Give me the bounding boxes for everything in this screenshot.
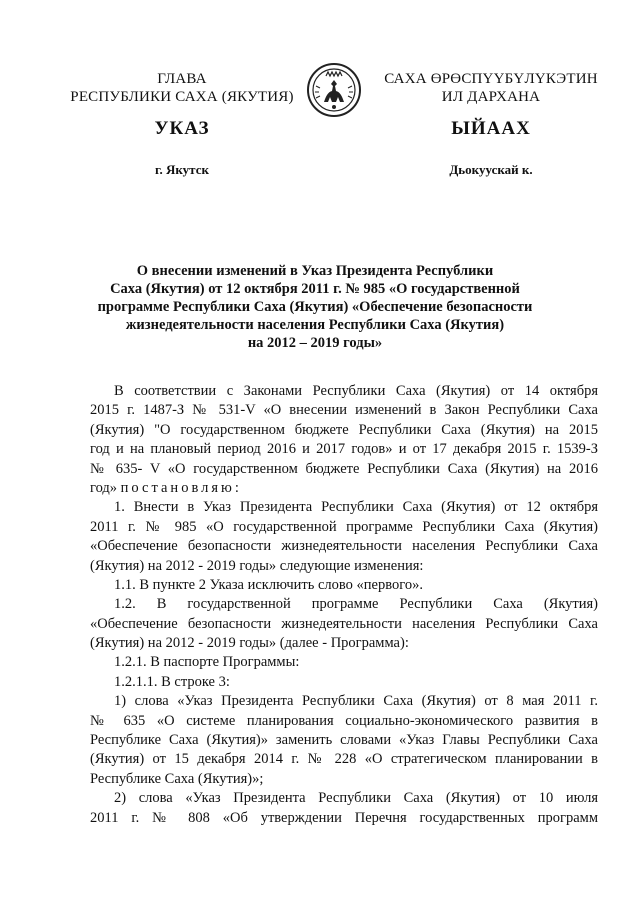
body-line: 2011 г. № 808 «Об утверждении Перечня государственных программ: [90, 809, 598, 826]
title-line: программе Республики Саха (Якутия) «Обеспечение безопасности: [97, 299, 533, 315]
body-line: 2015 г. 1487-З № 531-V «О внесении изменений в Закон Республики Саха: [90, 402, 598, 419]
body-line: Республике Саха (Якутия)» заменить словами «Указ Главы Республики Саха: [90, 732, 598, 749]
city-ru: г. Якутск: [155, 162, 209, 177]
body-line: 1.2.1. В паспорте Программы:: [114, 654, 300, 671]
body-line: (Якутия) на 2012 - 2019 годы» (далее - Программа):: [90, 635, 409, 652]
header-left: [62, 70, 302, 106]
body-line: год и на плановый период 2016 и 2017 годов» и от 17 декабря 2015 г. 1539-З: [90, 441, 598, 458]
title-line: на 2012 – 2019 годы»: [247, 335, 383, 351]
header-left-line2: РЕСПУБЛИКИ САХА (ЯКУТИЯ): [70, 89, 294, 105]
body-line: № 635- V «О государственном бюджете Республики Саха (Якутия) на 2016: [90, 460, 598, 477]
decree-title-ru: УКАЗ: [154, 118, 210, 139]
body-line: 2) слова «Указ Президента Республики Саха (Якутия) от 10 июля: [114, 790, 598, 807]
body-line: 1. Внести в Указ Президента Республики Саха (Якутия) от 12 октября: [114, 499, 598, 516]
header-right-line2: ИЛ ДАРХАНА: [441, 89, 541, 105]
coat-of-arms-icon: [306, 62, 362, 118]
body-line: № 635 «О системе планирования социально-экономического развития в: [90, 712, 598, 729]
postanovlyayu-text: постановляю:: [120, 479, 242, 496]
body-line: [90, 479, 598, 498]
title-line: жизнедеятельности населения Республики Саха (Якутия): [125, 317, 505, 333]
document-title: [90, 262, 540, 352]
body-line: 1.2. В государственной программе Республики Саха (Якутия): [114, 596, 598, 613]
document-body: [90, 382, 598, 828]
header-left-line1: ГЛАВА: [157, 71, 207, 87]
header-right-line1: САХА ӨРӨСПҮҮБҮЛҮКЭТИН: [384, 71, 598, 87]
title-line: Саха (Якутия) от 12 октября 2011 г. № 985 «О государственной: [110, 281, 520, 297]
body-line: 1.2.1.1. В строке 3:: [114, 673, 230, 690]
body-line-text: год»: [90, 479, 118, 496]
body-line: «Обеспечение безопасности жизнедеятельности населения Республики Саха: [90, 538, 598, 555]
body-line: 1.1. В пункте 2 Указа исключить слово «первого».: [114, 576, 423, 593]
header-right: [382, 70, 600, 106]
body-line: «Обеспечение безопасности жизнедеятельности населения Республики Саха: [90, 615, 598, 632]
body-line: Республике Саха (Якутия)»;: [90, 770, 264, 787]
body-line: В соответствии с Законами Республики Саха (Якутия) от 14 октября: [114, 383, 598, 399]
city-sakha: Дьокуускай к.: [449, 162, 533, 177]
body-line: (Якутия) на 2012 - 2019 годы» следующие изменения:: [90, 557, 424, 574]
decree-title-sakha: ЫЙААХ: [451, 118, 531, 139]
title-line: О внесении изменений в Указ Президента Республики: [136, 263, 494, 279]
body-line: 2011 г. № 985 «О государственной программе Республики Саха (Якутия): [90, 518, 598, 535]
body-line: (Якутия) от 15 декабря 2014 г. № 228 «О стратегическом планировании в: [90, 751, 598, 768]
body-line: 1) слова «Указ Президента Республики Саха (Якутия) от 8 мая 2011 г.: [114, 693, 598, 710]
body-line: (Якутия) "О государственном бюджете Республики Саха (Якутия) на 2015: [90, 421, 598, 438]
